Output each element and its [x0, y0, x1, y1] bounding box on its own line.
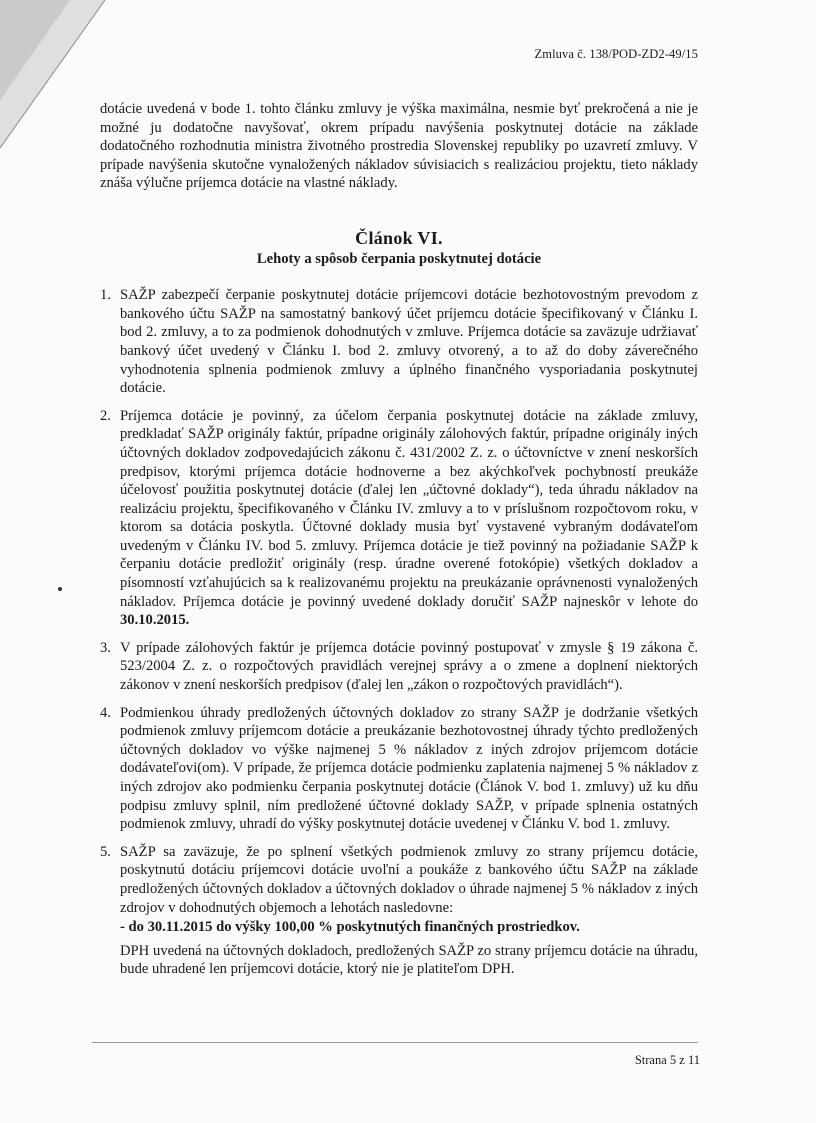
contract-number: Zmluva č. 138/POD-ZD2-49/15 [534, 47, 698, 61]
list-item [100, 843, 698, 979]
payment-schedule-line: - do 30.11.2015 do výšky 100,00 % poskytnutých finančných prostriedkov. [120, 919, 580, 936]
item-text: SAŽP zabezpečí čerpanie poskytnutej dotácie príjemcovi dotácie bezhotovostným prevodom z bankového účtu SAŽP na samostatný bankový účet príjemcu dotácie špecifikovaný v Článku I. bod 2. zmluvy, a to za podmienok dohodnutých v zmluve. Príjemca dotácie sa zaväzuje udržiavať bankový účet uvedený v Článku I. bod 2. zmluvy otvorený, a to až do doby záverečného vyhodnotenia splnenia podmienok zmluvy a úplného finančného vysporiadania poskytnutej dotácie. [120, 287, 698, 397]
item-number: 1. [100, 287, 111, 304]
article-title: Článok VI. [355, 227, 443, 248]
list-item [100, 407, 698, 630]
scan-dot-mark [58, 587, 62, 591]
list-item [100, 704, 698, 834]
item-text: Príjemca dotácie je povinný, za účelom čerpania poskytnutej dotácie na základe zmluvy, predkladať SAŽP originály faktúr, prípadne originály zálohových faktúr, prípadne originály iných účtovných dokladov zodpovedajúcich zákonu č. 431/2002 Z. z. o účtovníctve v znení neskorších predpisov, ktorými príjemca dotácie hodnoverne a bez akýchkoľvek pochybností preukáže účelovosť použitia poskytnutej dotácie (ďalej len „účtovné doklady“), teda úhradu nákladov na realizáciu projektu, špecifikovaného v Článku IV. zmluvy a to v príslušnom rozpočtovom roku, v ktorom sa dotácia poskytla. Účtovné doklady musia byť vystavené vybraným dodávateľom uvedeným v Článku IV. bod 5. zmluvy. Príjemca dotácie je tiež povinný na požiadanie SAŽP k čerpaniu dotácie predložiť originály (resp. úradne overené fotokópie) všetkých dokladov a písomností vzťahujúcich sa k realizovanému projektu na preukázanie oprávnenosti vynaložených nákladov. Príjemca dotácie je povinný uvedené doklady doručiť SAŽP najneskôr v lehote do [120, 407, 698, 610]
vat-note: DPH uvedená na účtovných dokladoch, predložených SAŽP zo strany príjemcu dotácie na úhradu, bude uhradené len príjemcovi dotácie, ktorý nie je platiteľom DPH. [120, 942, 698, 978]
scan-corner-artifact [0, 0, 110, 150]
list-item [100, 639, 698, 695]
item-text: SAŽP sa zaväzuje, že po splnení všetkých podmienok zmluvy zo strany príjemcu dotácie, poskytnutú dotáciu príjemcovi dotácie uvoľní a poukáže z bankového účtu SAŽP na základe predložených účtovných dokladov a účtovných dokladov o úhrade najmenej 5 % nákladov z iných zdrojov v dohodnutých objemoch a lehotách nasledovne: [120, 843, 698, 916]
document-body [100, 100, 698, 988]
item-number: 3. [100, 639, 111, 656]
item-number: 5. [100, 843, 111, 860]
item-text: V prípade zálohových faktúr je príjemca dotácie povinný postupovať v zmysle § 19 zákona č. 523/2004 Z. z. o rozpočtových pravidlách verejnej správy a o zmene a doplnení niektorých zákonov v znení neskorších predpisov (ďalej len „zákon o rozpočtových pravidlách“). [120, 639, 698, 694]
item-number: 4. [100, 704, 111, 721]
item-text: Podmienkou úhrady predložených účtovných dokladov zo strany SAŽP je dodržanie všetkých podmienok zmluvy príjemcom dotácie a preukázanie bezhotovostnej úhrady týchto predložených účtovných dokladov vo výške najmenej 5 % nákladov z iných zdrojov príjemcom dotácie dodávateľovi(om). V prípade, že príjemca dotácie podmienku zaplatenia najmenej 5 % nákladov z iných zdrojov ako podmienku čerpania poskytnutej dotácie (Článok V. bod 1. zmluvy) už ku dňu podpisu zmluvy splnil, ním predložené účtovné doklady SAŽP, v prípade splnenia ostatných podmienok zmluvy, uhradí do výšky poskytnutej dotácie uvedenej v Článku V. bod 1. zmluvy. [120, 704, 698, 833]
article-items [100, 286, 698, 979]
deadline-date: 30.10.2015. [120, 612, 190, 629]
list-item [100, 286, 698, 398]
intro-paragraph: dotácie uvedená v bode 1. tohto článku zmluvy je výška maximálna, nesmie byť prekročená a nie je možné ju dodatočne navyšovať, okrem prípadu navýšenia poskytnutej dotácie na základe dodatočného rozhodnutia ministra životného prostredia Slovenskej republiky po uzavretí zmluvy. V prípade navýšenia skutočne vynaložených nákladov súvisiacich s realizáciou projektu, tieto náklady znáša výlučne príjemca dotácie na vlastné náklady. [100, 101, 698, 192]
item-number: 2. [100, 407, 111, 424]
footer-divider [92, 1042, 698, 1043]
article-subtitle: Lehoty a spôsob čerpania poskytnutej dotácie [256, 250, 542, 267]
item-text-wrapper [120, 407, 698, 630]
page-number: Strana 5 z 11 [634, 1053, 700, 1067]
